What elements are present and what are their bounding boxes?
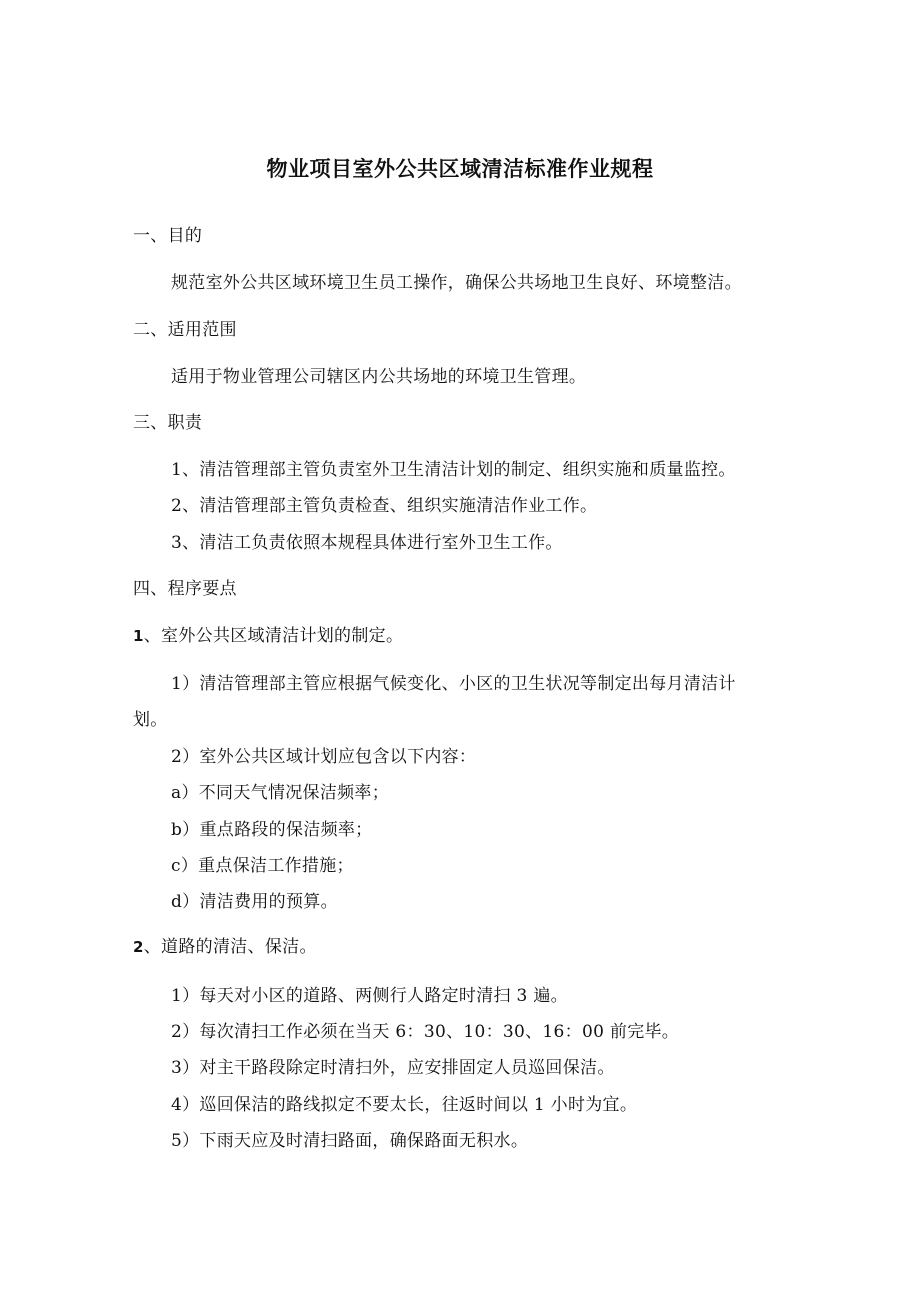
plan-list-item: b）重点路段的保洁频率； [171, 820, 373, 840]
section-heading-procedures: 四、程序要点 [133, 579, 237, 599]
subsection-heading-road-cleaning [133, 932, 317, 962]
section-heading-responsibilities: 三、职责 [133, 413, 203, 433]
road-item: 4）巡回保洁的路线拟定不要太长，往返时间以 1 小时为宜。 [171, 1095, 638, 1115]
road-item: 3）对主干路段除定时清扫外，应安排固定人员巡回保洁。 [171, 1058, 615, 1078]
subsection-title: 、室外公共区域清洁计划的制定。 [143, 626, 404, 646]
subsection-number: 1 [133, 627, 144, 645]
purpose-body: 规范室外公共区域环境卫生员工操作，确保公共场地卫生良好、环境整洁。 [171, 273, 742, 293]
plan-list-item: d）清洁费用的预算。 [171, 892, 338, 912]
road-item: 2）每次清扫工作必须在当天 6：30、10：30、16：00 前完毕。 [171, 1022, 680, 1042]
plan-paragraph-line: 划。 [133, 710, 168, 730]
road-item: 1）每天对小区的道路、两侧行人路定时清扫 3 遍。 [171, 986, 568, 1006]
plan-paragraph: 2）室外公共区域计划应包含以下内容： [171, 747, 477, 767]
responsibility-item: 1、清洁管理部主管负责室外卫生清洁计划的制定、组织实施和质量监控。 [171, 460, 736, 480]
section-heading-purpose: 一、目的 [133, 226, 203, 246]
section-heading-scope: 二、适用范围 [133, 320, 237, 340]
subsection-heading-cleaning-plan [133, 621, 403, 651]
responsibility-item: 3、清洁工负责依照本规程具体进行室外卫生工作。 [171, 533, 563, 553]
scope-body: 适用于物业管理公司辖区内公共场地的环境卫生管理。 [171, 367, 587, 387]
plan-list-item: c）重点保洁工作措施； [171, 856, 354, 876]
document-title: 物业项目室外公共区域清洁标准作业规程 [266, 157, 654, 181]
plan-paragraph-line: 1）清洁管理部主管应根据气候变化、小区的卫生状况等制定出每月清洁计 [171, 674, 736, 694]
subsection-title: 、道路的清洁、保洁。 [143, 937, 317, 957]
road-item: 5）下雨天应及时清扫路面，确保路面无积水。 [171, 1131, 529, 1151]
plan-list-item: a）不同天气情况保洁频率； [171, 783, 390, 803]
responsibility-item: 2、清洁管理部主管负责检查、组织实施清洁作业工作。 [171, 496, 598, 516]
subsection-number: 2 [133, 938, 144, 956]
